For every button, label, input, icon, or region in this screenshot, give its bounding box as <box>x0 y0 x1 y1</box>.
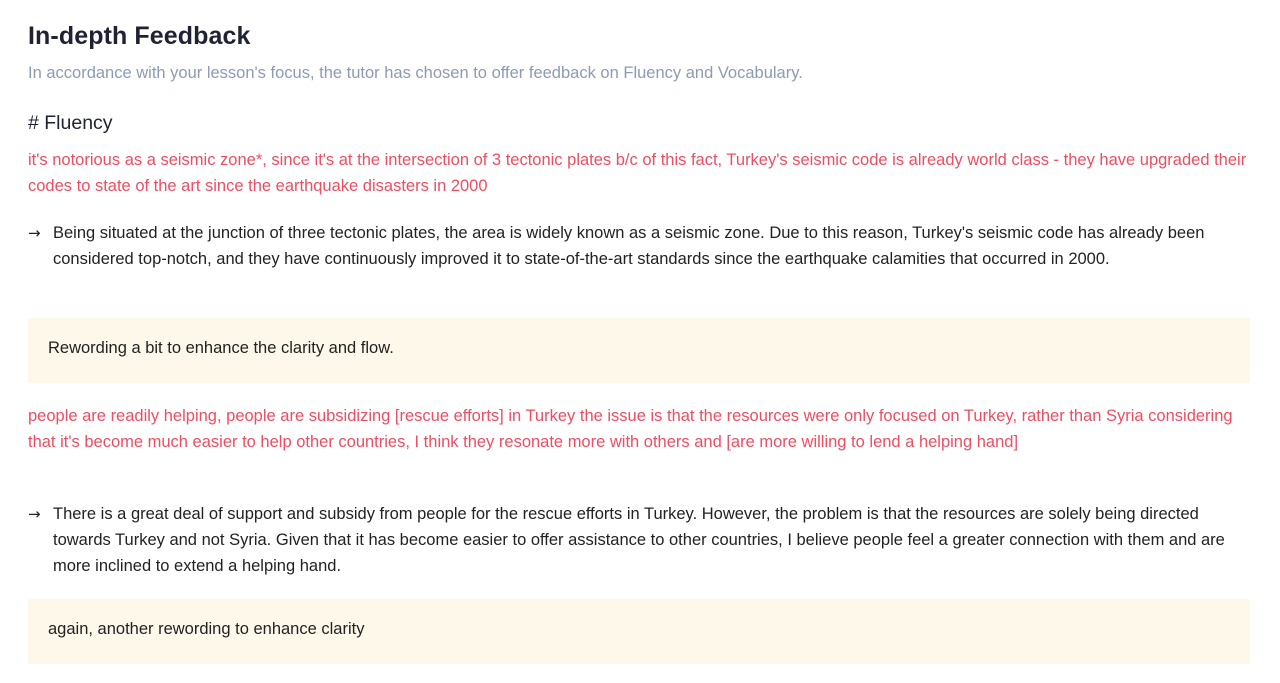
tutor-note-text: again, another rewording to enhance clarity <box>48 620 365 638</box>
arrow-right-icon: → <box>28 505 41 523</box>
page-subtitle: In accordance with your lesson's focus, the tutor has chosen to offer feedback on Fluency and Vocabulary. <box>28 64 803 82</box>
tutor-note <box>28 599 1250 664</box>
section-heading-fluency: # Fluency <box>28 112 113 134</box>
revised-sentence <box>28 501 1250 579</box>
revised-text: There is a great deal of support and subsidy from people for the rescue efforts in Turkey. However, the problem is that the resources are solely being directed towards Turkey and not Syria. Given that it has become easier to offer assistance to other countries, I believe people feel a greater connection with them and are more inclined to extend a helping hand. <box>53 505 1225 575</box>
tutor-note <box>28 318 1250 383</box>
arrow-right-icon: → <box>28 224 41 242</box>
original-sentence: people are readily helping, people are subsidizing [rescue efforts] in Turkey the issue is that the resources were only focused on Turkey, rather than Syria considering that it's become much easier to help other countries, I think they resonate more with others and [are more willing to lend a helping hand] <box>28 407 1233 451</box>
page-title: In-depth Feedback <box>28 22 251 50</box>
original-sentence: it's notorious as a seismic zone*, since it's at the intersection of 3 tectonic plates b/c of this fact, Turkey's seismic code is already world class - they have upgraded their codes to state of the art since the earthquake disasters in 2000 <box>28 151 1247 195</box>
tutor-note-text: Rewording a bit to enhance the clarity and flow. <box>48 339 394 357</box>
revised-text: Being situated at the junction of three tectonic plates, the area is widely known as a seismic zone. Due to this reason, Turkey's seismic code has already been considered top-notch, and they have continuously improved it to state-of-the-art standards since the earthquake calamities that occurred in 2000. <box>53 224 1205 268</box>
revised-sentence <box>28 220 1250 272</box>
